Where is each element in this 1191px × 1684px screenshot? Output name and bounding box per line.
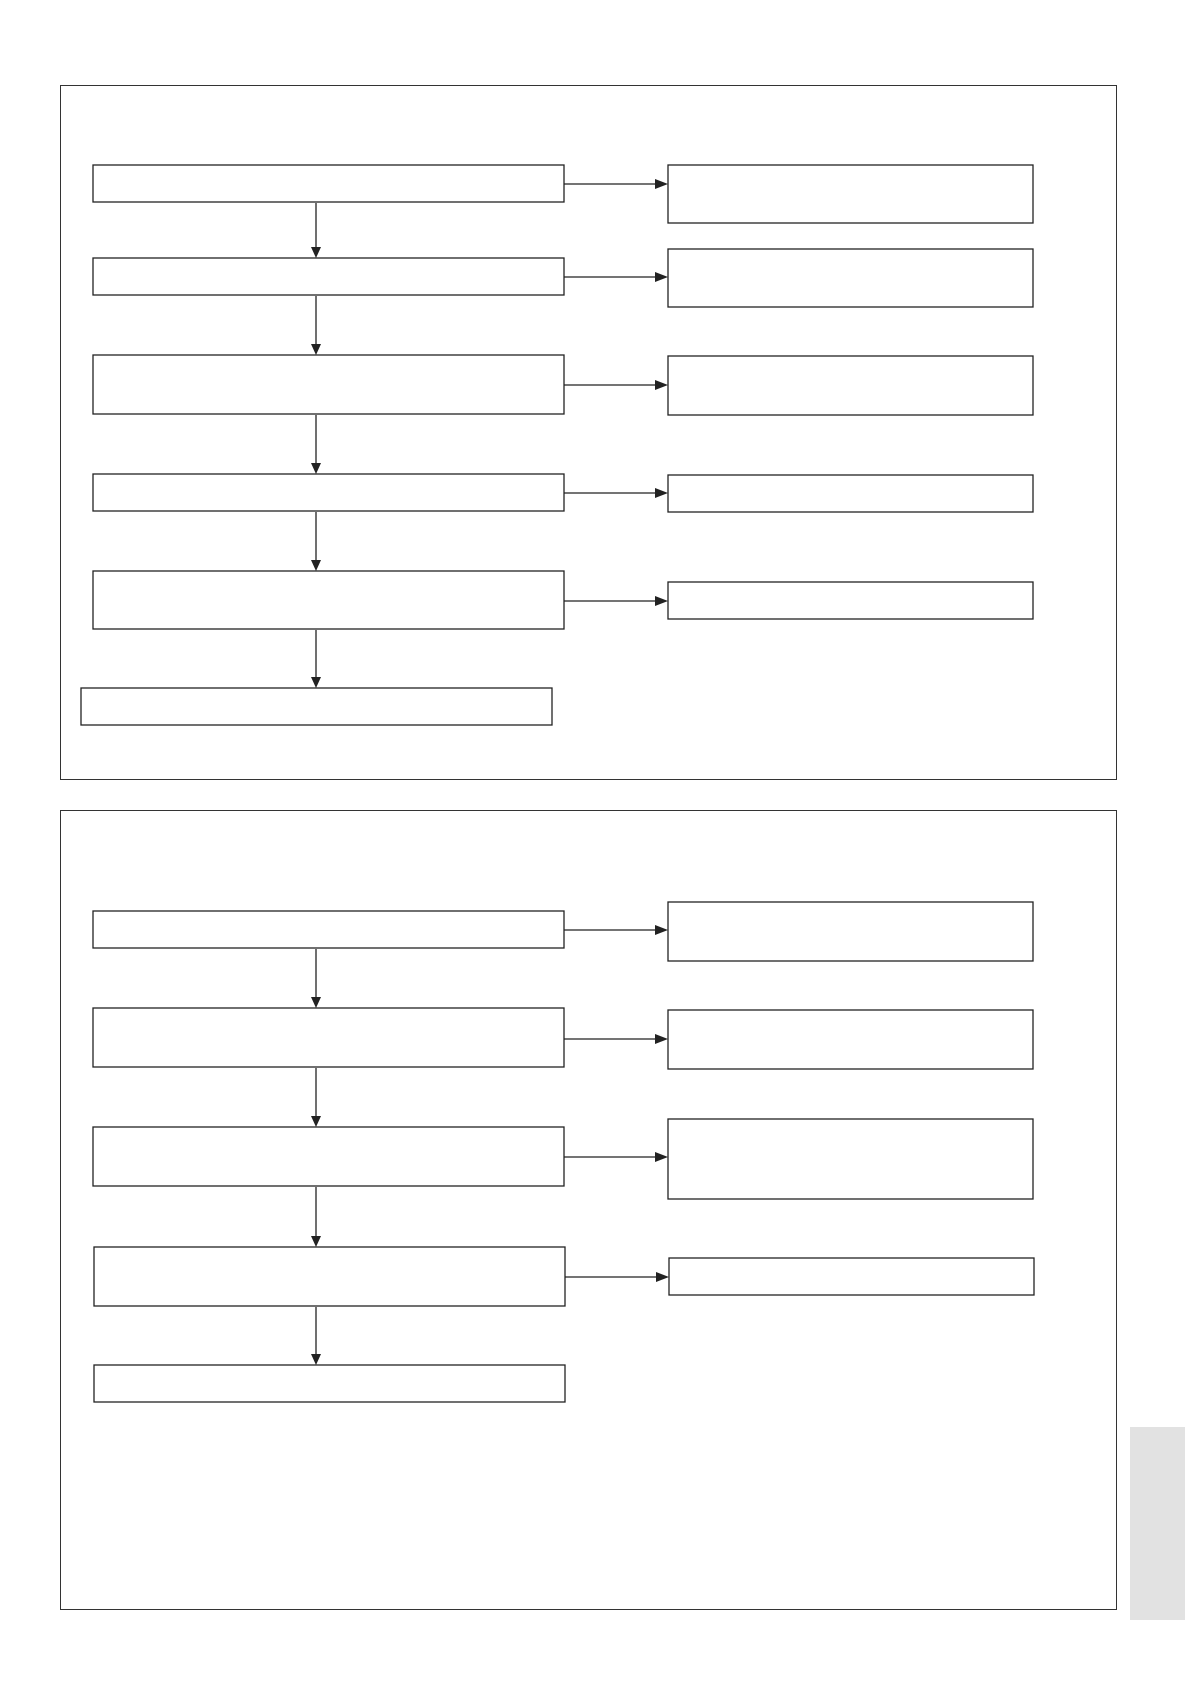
lower-flowchart-arrow-to-result-1-head [655,925,668,935]
lower-flowchart-result-2 [668,1010,1033,1069]
upper-flowchart-arrow-to-result-5-head [655,596,668,606]
upper-flowchart-result-2 [668,249,1033,307]
upper-flowchart-arrow-to-result-2-head [655,272,668,282]
lower-flowchart-arrow-down-3-head [311,1236,321,1247]
upper-flowchart-arrow-down-5-head [311,677,321,688]
upper-flowchart-step-3 [93,355,564,414]
upper-flowchart-step-5 [93,571,564,629]
upper-flowchart-arrow-to-result-3-head [655,380,668,390]
upper-flowchart-arrow-to-result-1-head [655,179,668,189]
lower-flowchart-step-3 [93,1127,564,1186]
lower-flowchart-result-4 [669,1258,1034,1295]
lower-flowchart-result-3 [668,1119,1033,1199]
lower-flowchart-step-4 [94,1247,565,1306]
lower-flowchart-final-step [94,1365,565,1402]
upper-flowchart-arrow-down-3-head [311,463,321,474]
lower-flowchart-arrow-down-2-head [311,1116,321,1127]
lower-flowchart-step-1 [93,911,564,948]
upper-flowchart-arrow-down-1-head [311,247,321,258]
upper-flowchart-step-4 [93,474,564,511]
upper-flowchart-result-1 [668,165,1033,223]
lower-flowchart-arrow-to-result-3-head [655,1152,668,1162]
upper-flowchart-arrow-to-result-4-head [655,488,668,498]
upper-flowchart-final-step [81,688,552,725]
upper-flowchart-step-2 [93,258,564,295]
upper-flowchart-result-3 [668,356,1033,415]
lower-flowchart-arrow-to-result-2-head [655,1034,668,1044]
lower-flowchart-result-1 [668,902,1033,961]
upper-flowchart-result-4 [668,475,1033,512]
upper-flowchart-step-1 [93,165,564,202]
upper-flowchart-arrow-down-2-head [311,344,321,355]
lower-flowchart-step-2 [93,1008,564,1067]
lower-flowchart-arrow-down-4-head [311,1354,321,1365]
upper-flowchart-arrow-down-4-head [311,560,321,571]
lower-flowchart-arrow-down-1-head [311,997,321,1008]
upper-flowchart-result-5 [668,582,1033,619]
lower-flowchart-arrow-to-result-4-head [656,1272,669,1282]
